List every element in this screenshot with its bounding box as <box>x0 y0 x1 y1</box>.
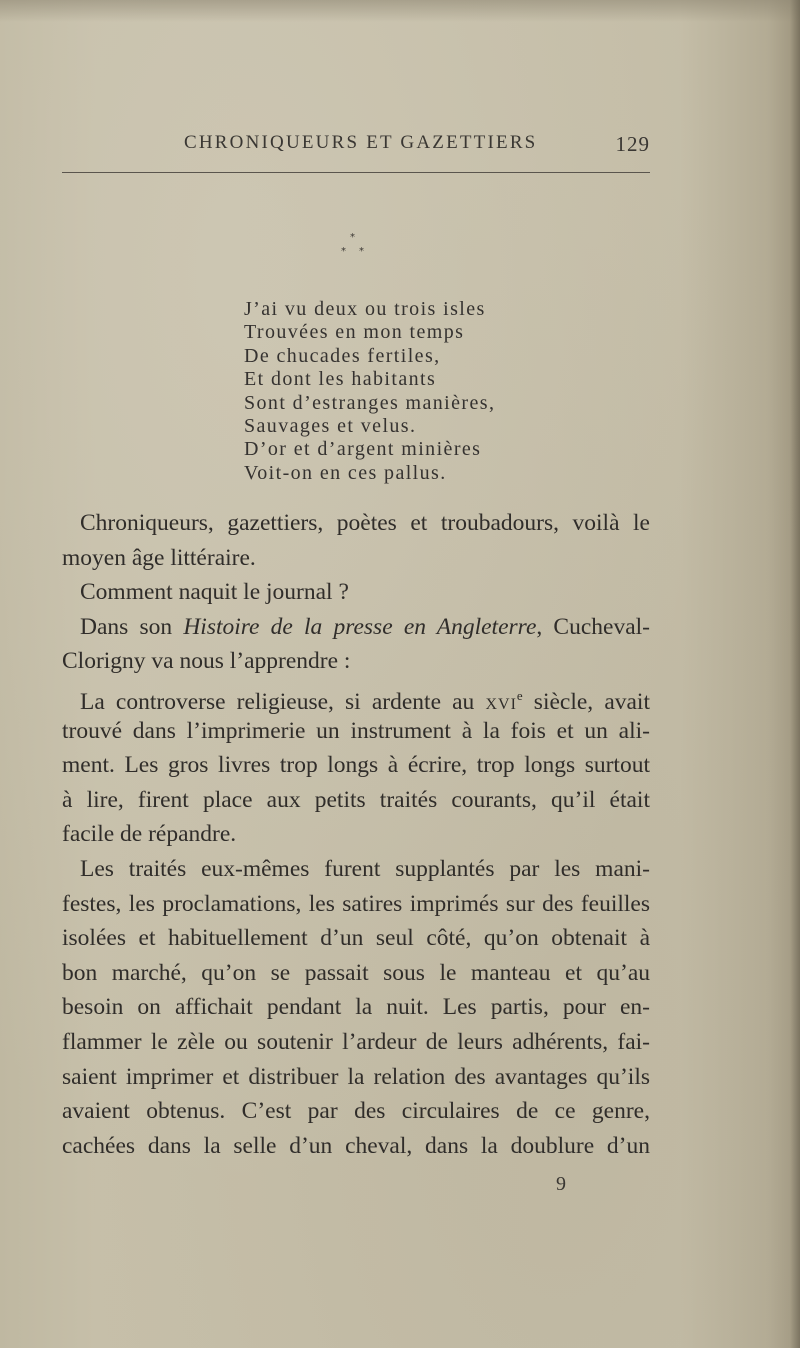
book-title-italic: Histoire de la presse en Angleterre <box>183 613 537 640</box>
verse-line: J’ai vu deux ou trois isles <box>244 298 486 320</box>
paragraph-4-text: siècle, avait <box>522 688 650 715</box>
verse-line: Et dont les habitants <box>244 368 437 391</box>
paragraph-3-line: Clorigny va nous l’apprendre : <box>62 648 351 675</box>
asterism-star-icon: * <box>350 232 355 243</box>
asterism-star-icon: * <box>341 246 346 257</box>
paragraph-5-line: saient imprimer et distribuer la relation des avantages qu’ils <box>62 1063 650 1090</box>
paragraph-3-line <box>62 610 650 645</box>
paragraph-4-line: trouvé dans l’imprimerie un instrument à la fois et un ali- <box>62 717 650 744</box>
paragraph-5-line: bon marché, qu’on se passait sous le manteau et qu’au <box>62 959 650 986</box>
page-top-shadow <box>0 0 800 22</box>
paragraph-4-line: facile de répandre. <box>62 821 237 848</box>
paragraph-1-line: Chroniqueurs, gazettiers, poètes et troubadours, voilà le <box>80 510 650 536</box>
paragraph-5-line: besoin on affichait pendant la nuit. Les partis, pour en- <box>62 994 650 1021</box>
page-number: 129 <box>615 132 650 156</box>
paragraph-5-line: festes, les proclamations, les satires imprimés sur des feuilles <box>62 890 650 917</box>
century-numeral: xvi <box>485 688 517 715</box>
verse-stanza <box>244 298 584 485</box>
paragraph-4-text: La controverse religieuse, si ardente au <box>80 688 486 715</box>
paragraph-5-line: Les traités eux-mêmes furent supplantés par les mani- <box>80 855 650 882</box>
verse-line: D’or et d’argent minières <box>244 438 482 461</box>
verse-line: Trouvées en mon temps <box>244 321 465 344</box>
paragraph-3-text: Dans son <box>80 613 184 640</box>
paragraph-3-text: , Cucheval- <box>536 613 650 640</box>
asterism-star-icon: * <box>359 246 364 257</box>
paragraph-5-line: cachées dans la selle d’un cheval, dans la doublure d’un <box>62 1132 650 1159</box>
paragraph-1-line: moyen âge littéraire. <box>62 544 256 571</box>
page-right-edge <box>790 0 800 1348</box>
paragraph-5-line: avaient obtenus. C’est par des circulaires de ce genre, <box>62 1098 650 1125</box>
paragraph-4-line <box>62 679 650 714</box>
verse-line: De chucades fertiles, <box>244 344 441 367</box>
running-head <box>62 132 650 162</box>
verse-line: Sont d’estranges manières, <box>244 391 496 414</box>
paragraph-5-line: isolées et habituellement d’un seul côté, qu’on obtenait à <box>62 925 650 952</box>
signature-mark: 9 <box>556 1173 566 1195</box>
asterism-ornament <box>330 232 380 264</box>
body-text <box>62 506 650 1163</box>
verse-line: Voit-on en ces pallus. <box>244 461 447 484</box>
paragraph-4-line: à lire, firent place aux petits traités courants, qu’il était <box>62 786 650 813</box>
header-rule <box>62 172 650 173</box>
century-superscript: e <box>516 687 523 703</box>
paragraph-5-line: flammer le zèle ou soutenir l’ardeur de leurs adhérents, fai- <box>62 1028 650 1055</box>
running-title: CHRONIQUEURS ET GAZETTIERS <box>184 132 538 153</box>
verse-line: Sauvages et velus. <box>244 415 417 438</box>
paragraph-2-line: Comment naquit le journal ? <box>80 579 349 606</box>
paragraph-4-line: ment. Les gros livres trop longs à écrire, trop longs surtout <box>62 752 650 779</box>
